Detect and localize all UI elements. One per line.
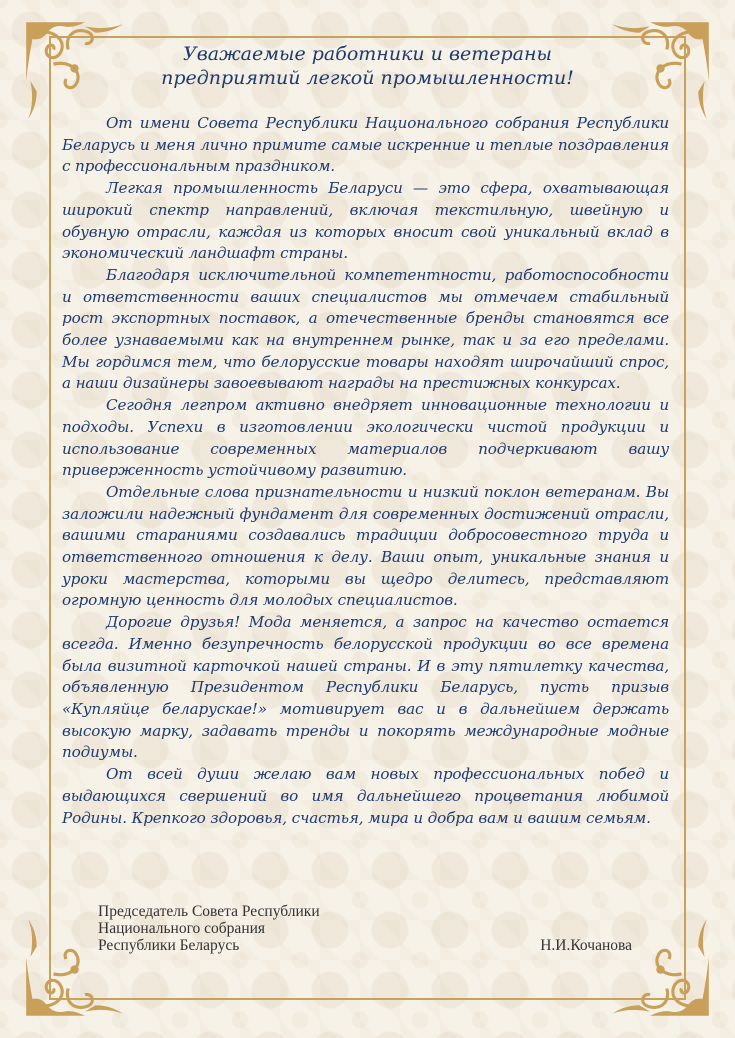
position-line: Национального собрания — [98, 920, 266, 937]
position-line: Республики Беларусь — [98, 937, 240, 954]
paragraph: Отдельные слова признательности и низкий поклон ветеранам. Вы заложили надежный фундамент для современных достижений отрасли, вашими стараниями создавались традиции добросовестного труда и ответственного отношения к делу. Ваши опыт, уникальные знания и уроки мастерства, которыми вы щедро делитесь, представляют огромную ценность для молодых специалистов. — [62, 482, 669, 610]
paragraph: От всей души желаю вам новых профессиональных побед и выдающихся свершений во имя дальнейшего процветания любимой Родины. Крепкого здоровья, счастья, мира и добра вам и вашим семьям. — [62, 765, 669, 827]
paragraph: От имени Совета Республики Национального собрания Республики Беларусь и меня лично примите самые искренние и теплые поздравления с профессиональным праздником. — [62, 114, 669, 176]
paragraph: Легкая промышленность Беларуси — это сфера, охватывающая широкий спектр направлений, включая текстильную, швейную и обувную отрасли, каждая из которых вносит свой уникальный вклад в экономический ландшафт страны. — [62, 179, 669, 263]
title-line-1: Уважаемые работники и ветераны — [182, 43, 553, 65]
signature-block — [98, 903, 638, 954]
ornament-corner-icon — [22, 18, 127, 123]
letter-title — [120, 42, 615, 90]
paragraph: Благодаря исключительной компетентности, работоспособности и ответственности ваших специалистов мы отмечаем стабильный рост экспортных поставок, а отечественные бренды становятся все более узнаваемыми как на внутреннем рынке, так и за его пределами. Мы гордимся тем, что белорусские товары находят широчайший спрос, а наши дизайнеры завоевывают награды на престижных конкурсах. — [62, 265, 669, 393]
paragraph: Сегодня легпром активно внедряет инновационные технологии и подходы. Успехи в изготовлении экологически чистой продукции и использование современных материалов подчеркивают вашу приверженность устойчивому развитию. — [62, 396, 669, 480]
position-line: Председатель Совета Республики — [98, 903, 320, 920]
ornament-corner-icon — [608, 18, 713, 123]
title-line-2: предприятий легкой промышленности! — [161, 67, 574, 89]
paragraph: Дорогие друзья! Мода меняется, а запрос на качество остается всегда. Именно безупречность белорусской продукции во все времена была визитной карточкой нашей страны. И в эту пятилетку качества, объявленную Президентом Республики Беларусь, пусть призыв «Купляйце беларускае!» мотивирует вас и в дальнейшем держать высокую марку, задавать тренды и покорять международные модные подиумы. — [62, 613, 669, 762]
signatory-name: Н.И.Кочанова — [540, 937, 632, 954]
letter-body — [62, 113, 669, 829]
